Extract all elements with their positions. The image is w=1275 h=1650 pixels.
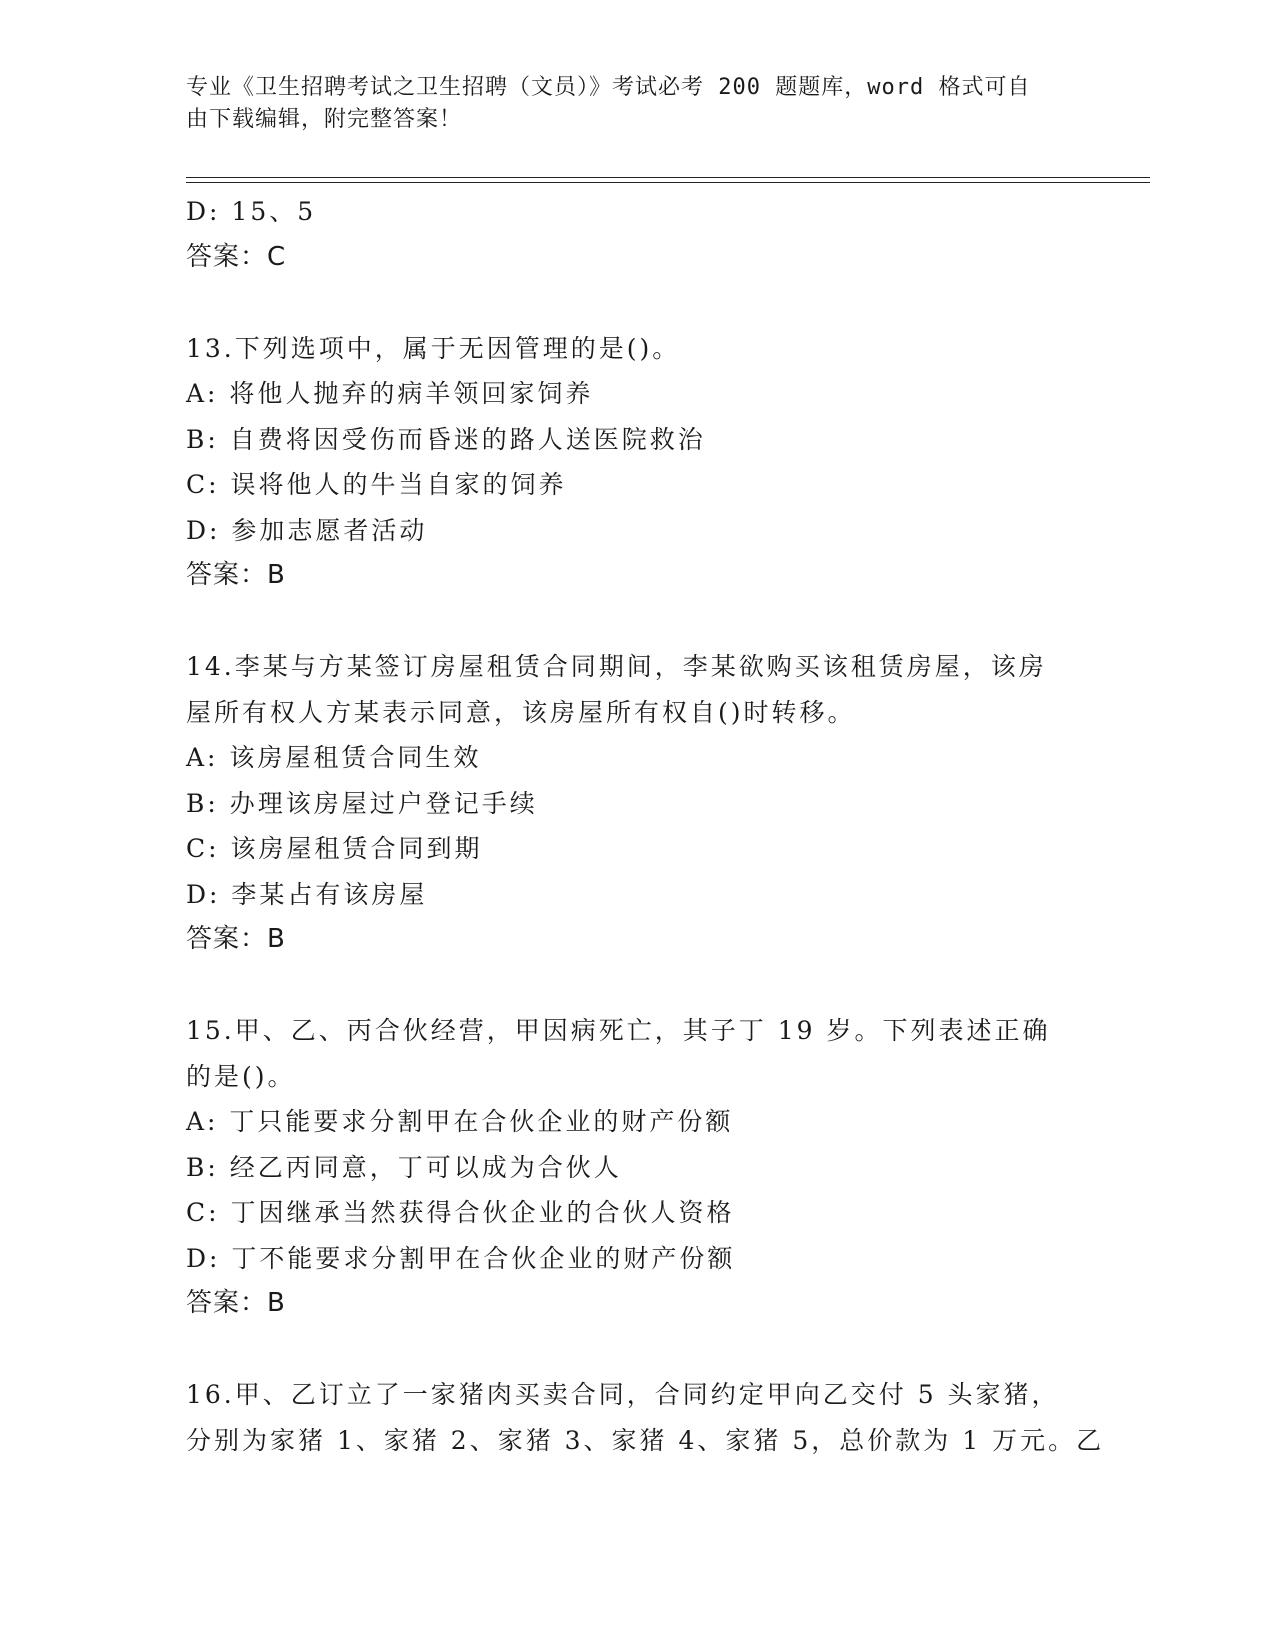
question-stem: 屋所有权人方某表示同意，该房屋所有权自()时转移。 xyxy=(186,697,856,727)
document-header xyxy=(186,72,1066,136)
question-14 xyxy=(186,644,1086,963)
option-a: A: 丁只能要求分割甲在合伙企业的财产份额 xyxy=(186,1107,734,1136)
question-stem: 分别为家猪 1、家猪 2、家猪 3、家猪 4、家猪 5，总价款为 1 万元。乙 xyxy=(186,1425,1105,1455)
answer: 答案：C xyxy=(186,241,287,272)
question-stem: 16.甲、乙订立了一家猪肉买卖合同，合同约定甲向乙交付 5 头家猪， xyxy=(186,1380,1060,1409)
spacer xyxy=(186,1327,1086,1373)
header-line-2: 由下载编辑，附完整答案！ xyxy=(186,107,463,132)
option-c: C: 该房屋租赁合同到期 xyxy=(186,834,483,863)
option-b: B: 办理该房屋过户登记手续 xyxy=(186,788,538,818)
header-divider-bottom xyxy=(186,182,1150,183)
option-b: B: 经乙丙同意，丁可以成为合伙人 xyxy=(186,1152,622,1182)
option-a: A: 将他人抛弃的病羊领回家饲养 xyxy=(186,379,594,408)
question-stem: 的是()。 xyxy=(186,1061,296,1091)
question-stem: 13.下列选项中，属于无因管理的是()。 xyxy=(186,333,681,363)
option-c: C: 误将他人的牛当自家的饲养 xyxy=(186,470,567,499)
document-body xyxy=(186,189,1105,1463)
option-b: B: 自费将因受伤而昏迷的路人送医院救治 xyxy=(186,424,706,454)
header-divider-top xyxy=(186,177,1150,178)
question-15 xyxy=(186,1008,1086,1327)
question-stem: 14.李某与方某签订房屋租赁合同期间，李某欲购买该租赁房屋，该房 xyxy=(186,652,1047,681)
header-line-1: 专业《卫生招聘考试之卫生招聘（文员）》考试必考 200 题题库，word 格式可自 xyxy=(186,75,1031,100)
spacer xyxy=(186,963,1086,1009)
answer: 答案：B xyxy=(186,560,286,590)
option-c: C: 丁因继承当然获得合伙企业的合伙人资格 xyxy=(186,1198,735,1227)
spacer xyxy=(186,280,1086,326)
question-stem: 15.甲、乙、丙合伙经营，甲因病死亡，其子丁 19 岁。下列表述正确 xyxy=(186,1016,1051,1045)
question-13 xyxy=(186,326,1086,599)
option-d: D: 李某占有该房屋 xyxy=(186,879,428,909)
answer: 答案：B xyxy=(186,1288,286,1318)
question-16 xyxy=(186,1372,1105,1463)
option-d: D: 参加志愿者活动 xyxy=(186,515,428,545)
spacer xyxy=(186,599,1086,645)
option-d: D: 15、5 xyxy=(186,197,317,226)
option-d: D: 丁不能要求分割甲在合伙企业的财产份额 xyxy=(186,1243,736,1273)
option-a: A: 该房屋租赁合同生效 xyxy=(186,743,482,772)
answer: 答案：B xyxy=(186,924,286,954)
